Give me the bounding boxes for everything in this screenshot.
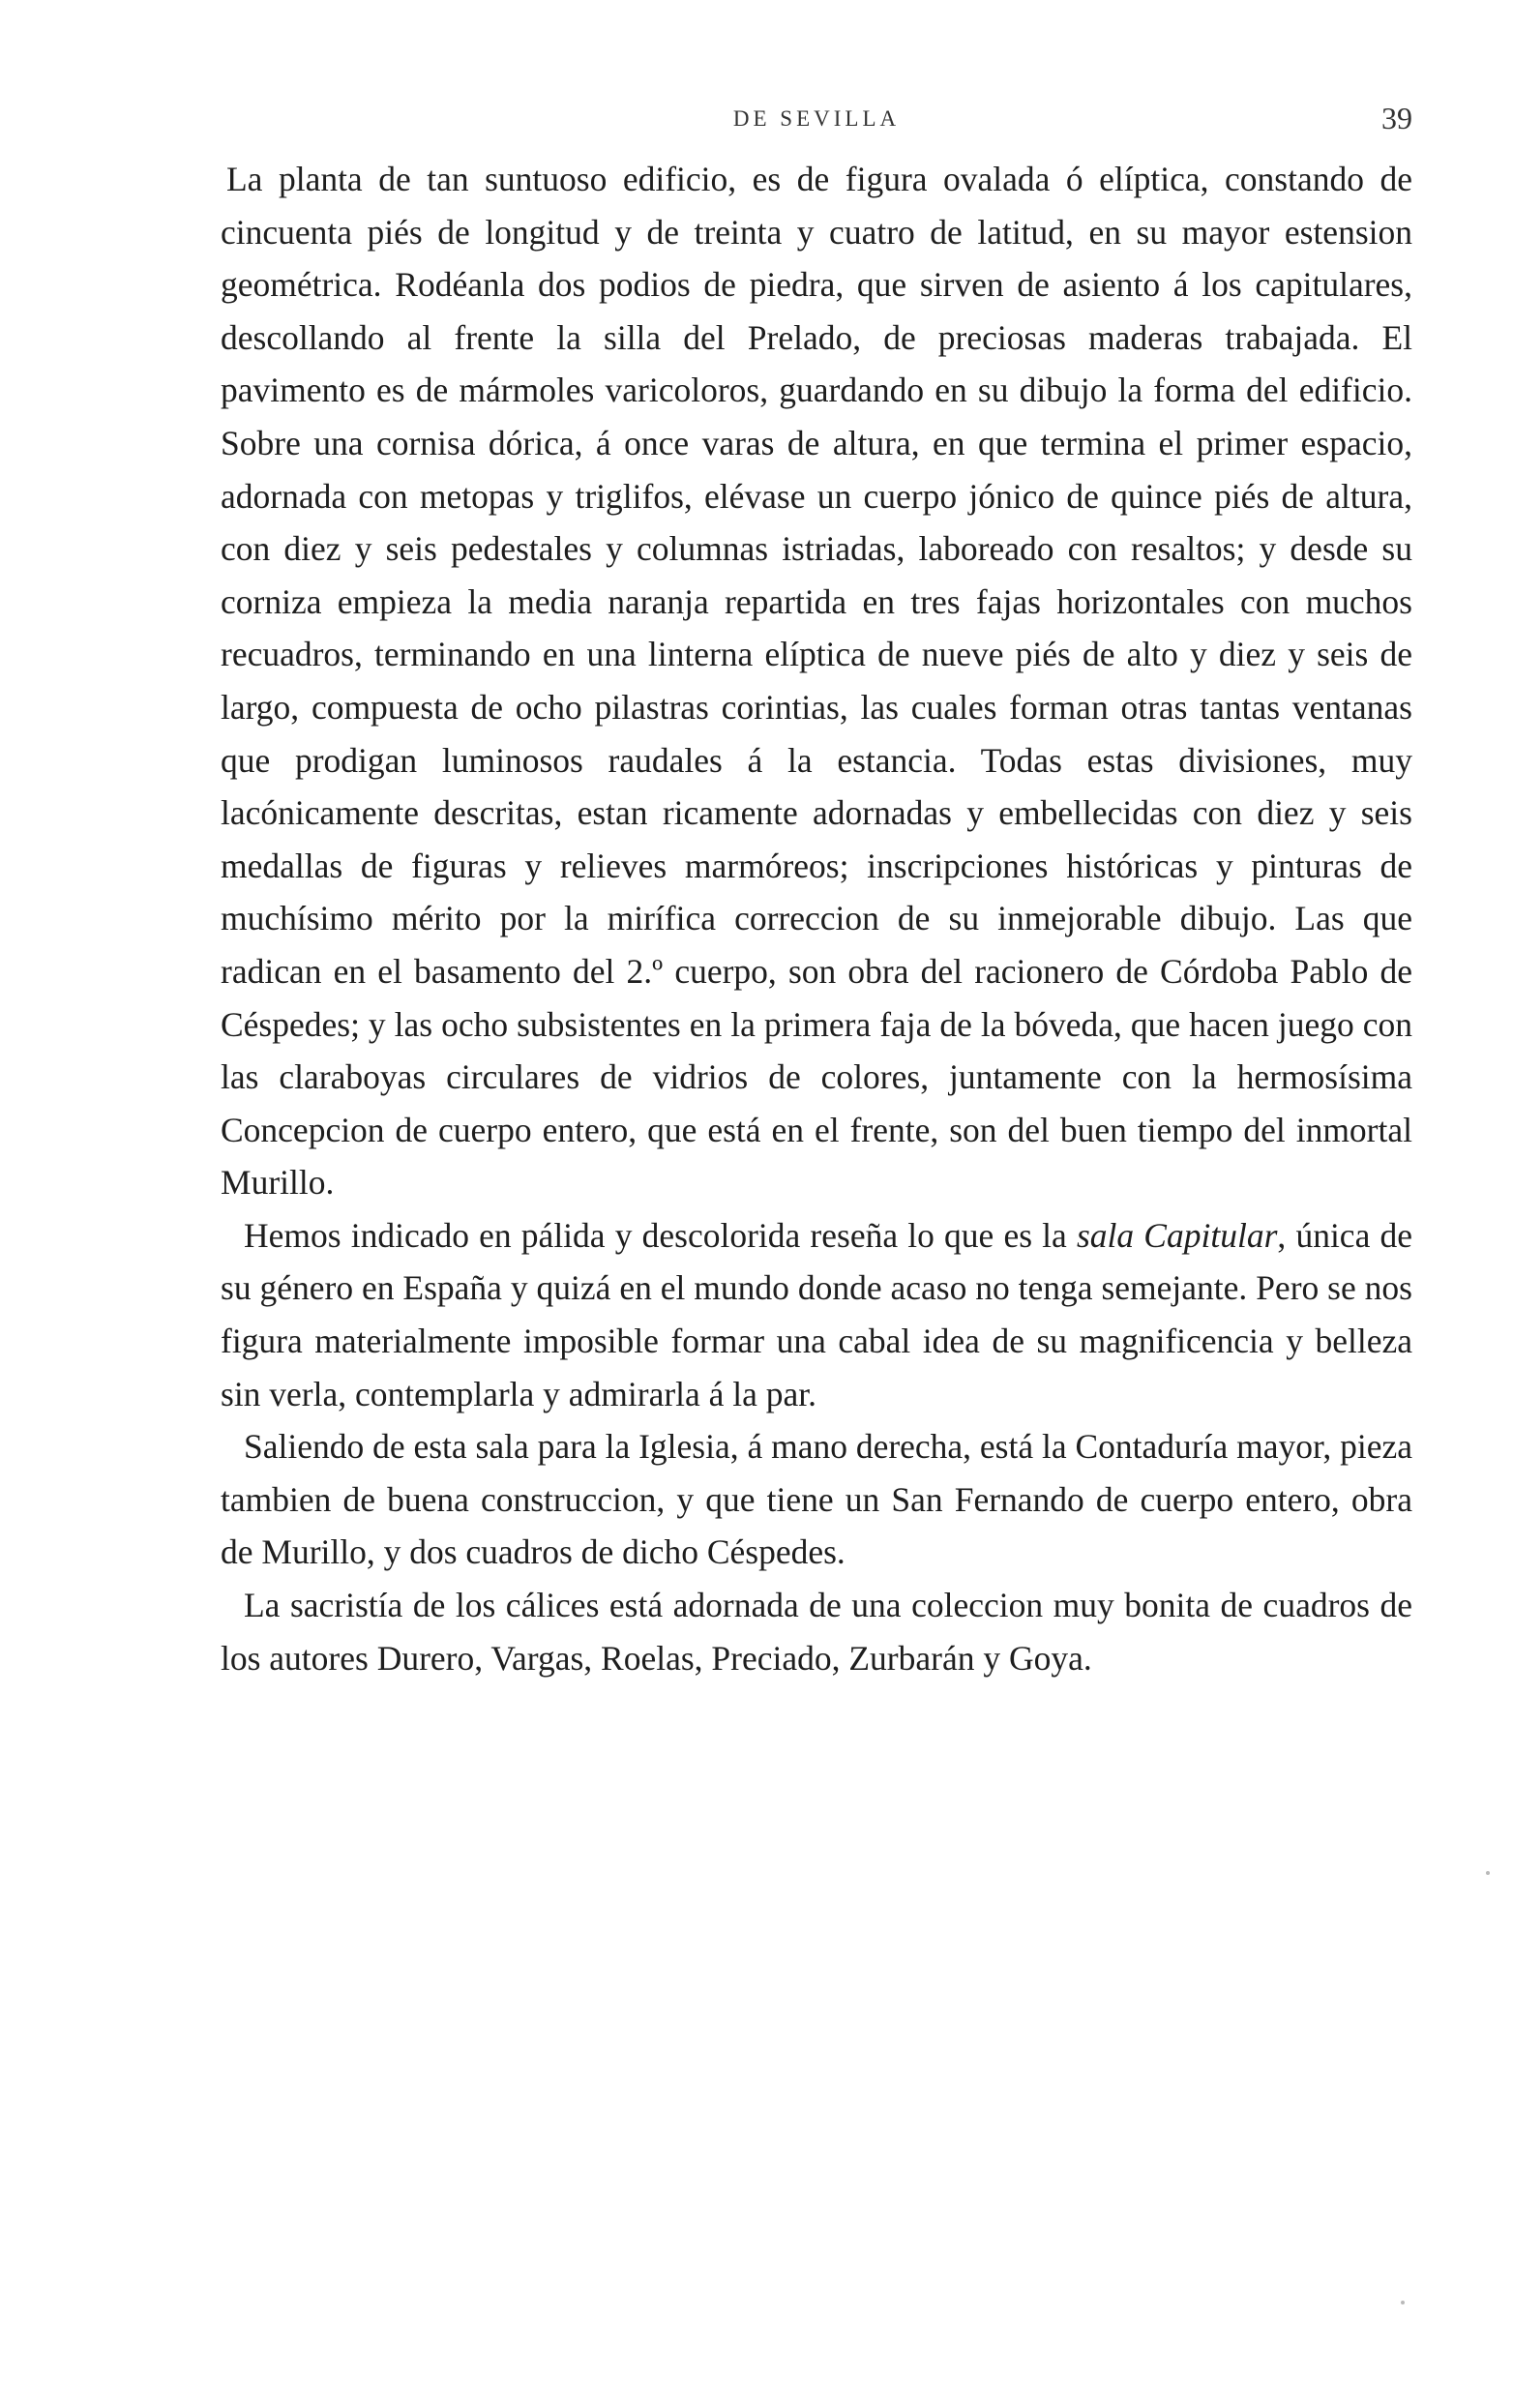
text-segment: , única de su género en España y quizá en el mundo donde acaso no tenga semejante. Pero se nos figura materialmente imposible formar una cabal idea de su magnificencia y belleza sin verla, contemplarla y admirarla á la par. [221, 1215, 1412, 1413]
paper-speck [1486, 1871, 1490, 1875]
paragraph [221, 153, 1412, 1209]
paragraph [221, 1209, 1412, 1420]
page-number: 39 [1381, 101, 1412, 135]
running-title: DE SEVILLA [732, 106, 901, 131]
running-head [221, 101, 1412, 145]
text-segment: La sacristía de los cálices está adornada de una coleccion muy bonita de cuadros de los autores Durero, Vargas, Roelas, Preciado, Zurbarán y Goya. [221, 1586, 1412, 1678]
italic-term: sala Capitular [1076, 1215, 1278, 1255]
text-segment: Saliendo de esta sala para la Iglesia, á mano derecha, está la Contaduría mayor, pieza tambien de buena construccion, y que tiene un San Fernando de cuerpo entero, obra de Murillo, y dos cuadros de dicho Céspedes. [221, 1427, 1413, 1572]
body-text [221, 153, 1412, 1684]
paragraph [221, 1579, 1412, 1684]
text-segment: Hemos indicado en pálida y descolorida reseña lo que es la [244, 1215, 1077, 1255]
paragraph [221, 1420, 1412, 1579]
text-segment: La planta de tan suntuoso edificio, es de figura ovalada ó elíptica, constando de cincuenta piés de longitud y de treinta y cuatro de latitud, en su mayor estension geométrica. Rodéanla dos podios de piedra, que sirven de asiento á los capitulares, descollando al frente la silla del Prelado, de preciosas maderas trabajada. El pavimento es de mármoles varicoloros, guardando en su dibujo la forma del edificio. Sobre una cornisa dórica, á once varas de altura, en que termina el primer espacio, adornada con metopas y triglifos, elévase un cuerpo jónico de quince piés de altura, con diez y seis pedestales y columnas istriadas, laboreado con resaltos; y desde su corniza empieza la media naranja repartida en tres fajas horizontales con muchos recuadros, terminando en una linterna elíptica de nueve piés de alto y diez y seis de largo, compuesta de ocho pilastras corintias, las cuales forman otras tantas ventanas que prodigan luminosos raudales á la estancia. Todas estas divisiones, muy lacónicamente descritas, estan ricamente adornadas y embellecidas con diez y seis medallas de figuras y relieves marmóreos; inscripciones históricas y pinturas de muchísimo mérito por la mirífica correccion de su inmejorable dibujo. Las que radican en el basamento del 2.º cuerpo, son obra del racionero de Córdoba Pablo de Céspedes; y las ocho subsistentes en la primera faja de la bóveda, que hacen juego con las claraboyas circulares de vidrios de colores, juntamente con la hermosísima Concepcion de cuerpo entero, que está en el frente, son del buen tiempo del inmortal Murillo. [221, 160, 1412, 1203]
paper-speck [1401, 2301, 1405, 2304]
